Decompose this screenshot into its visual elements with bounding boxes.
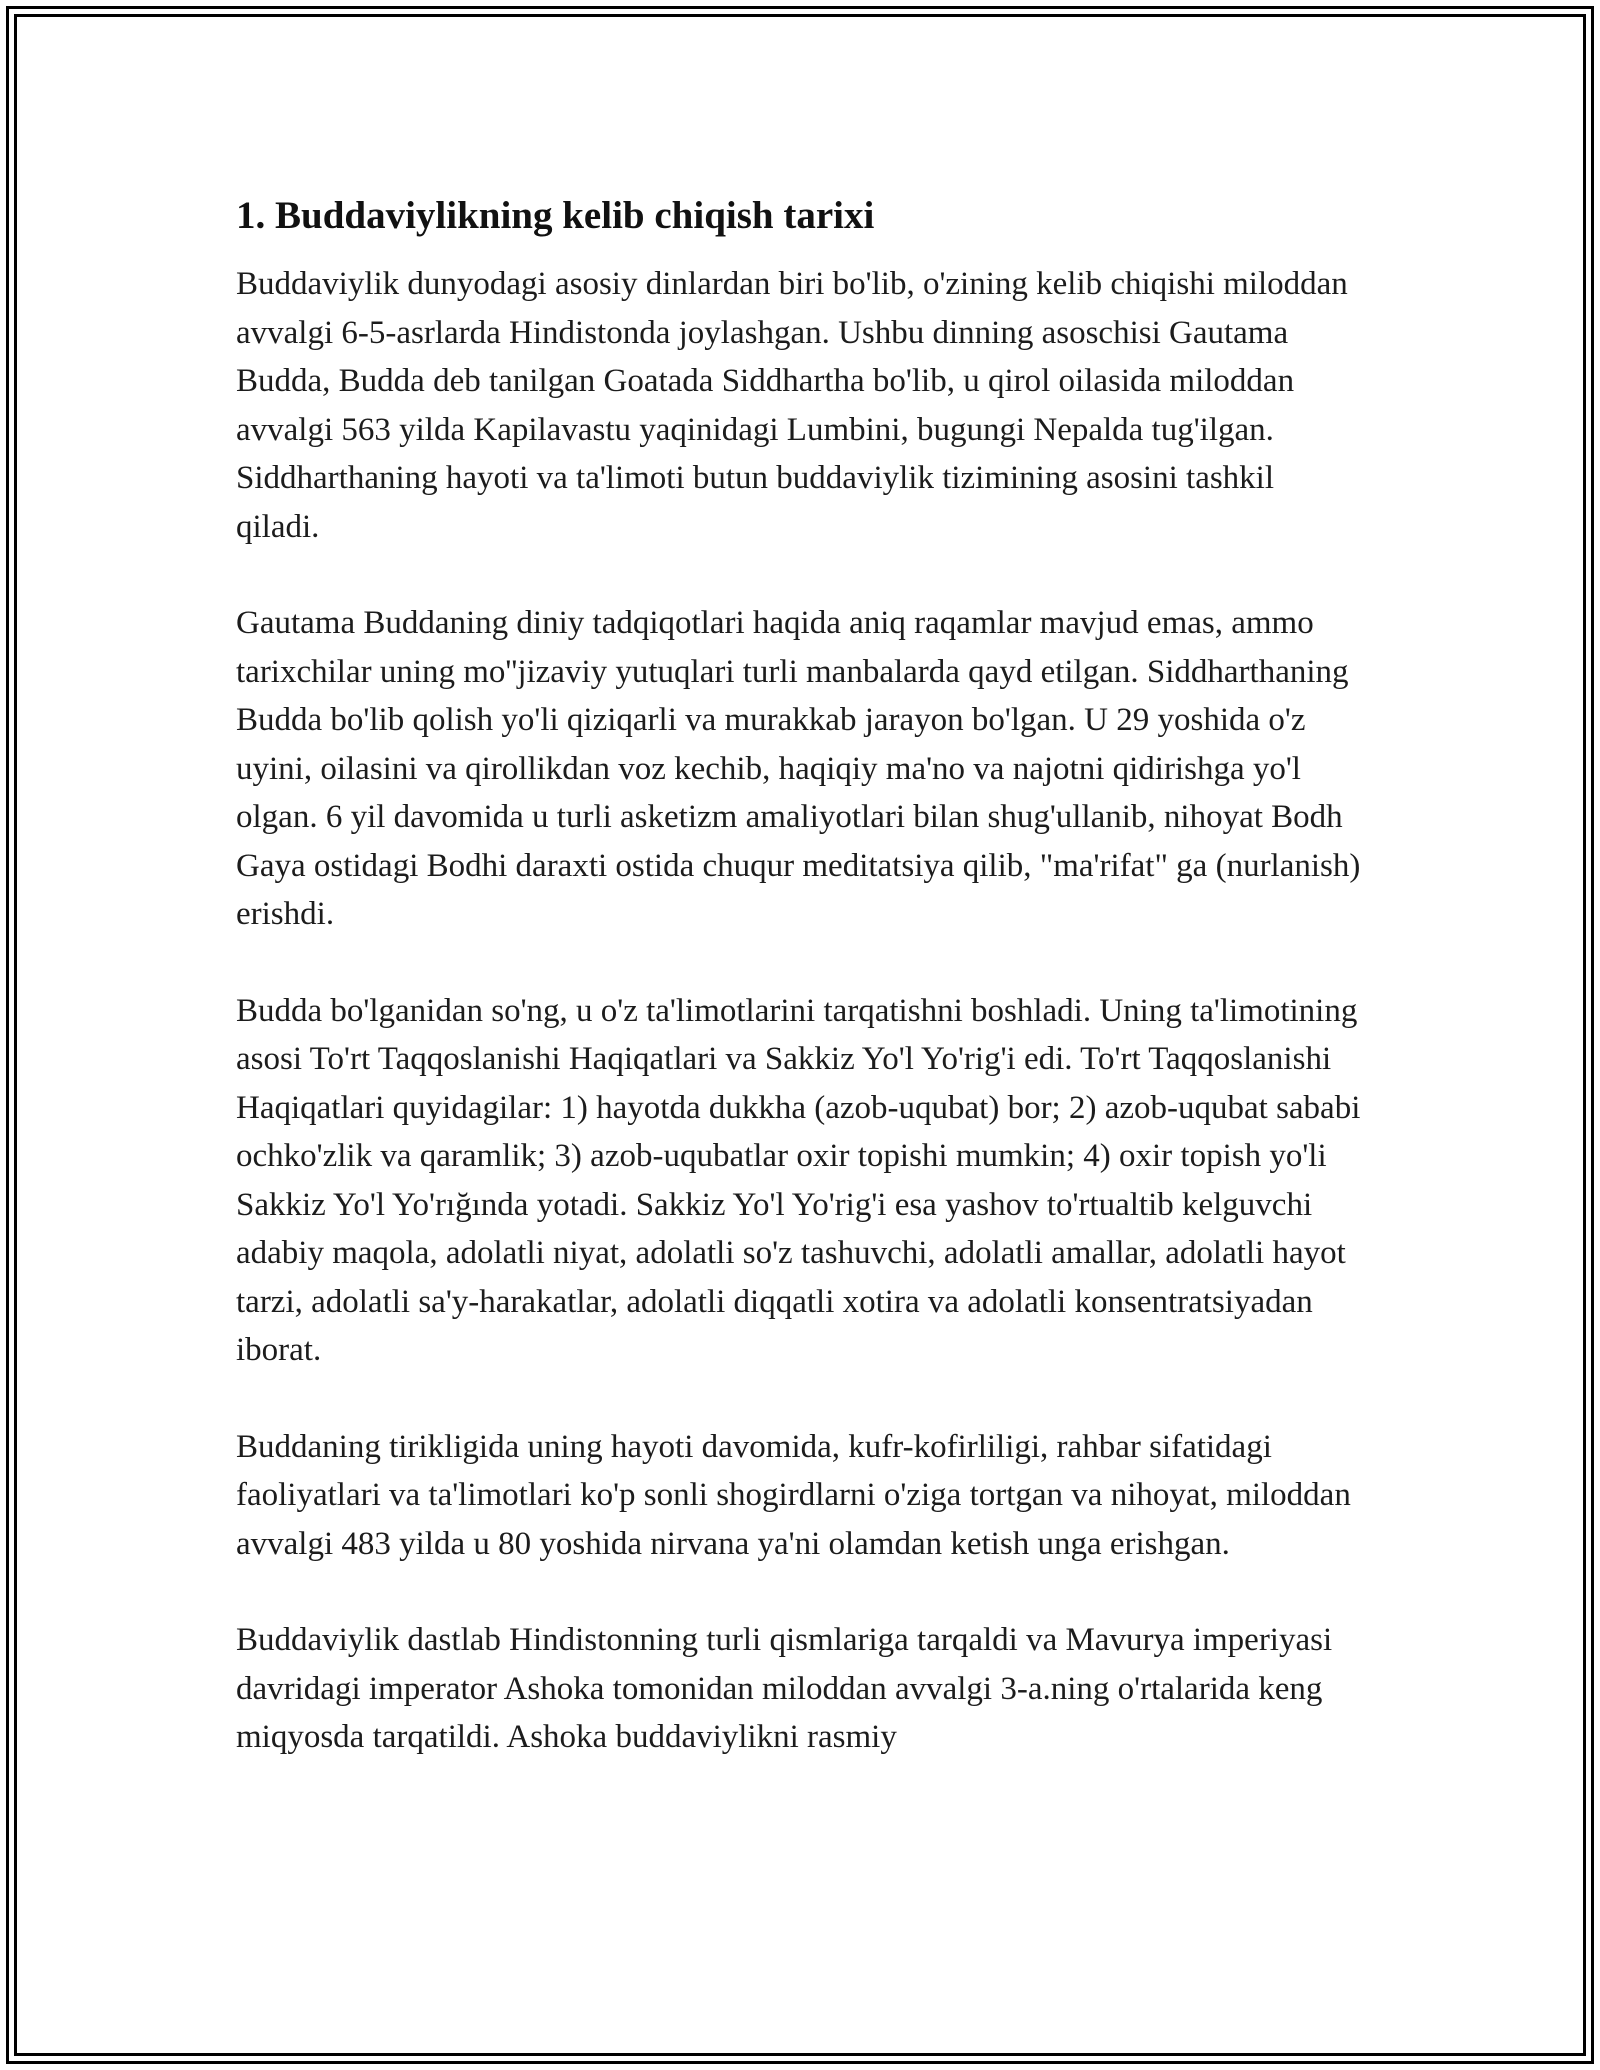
paragraph-spread: Buddaviylik dastlab Hindistonning turli qismlariga tarqaldi va Mavurya imperiyasi davridagi imperator Ashoka tomonidan miloddan avvalgi 3-a.ning o'rtalarida keng miqyosda tarqatildi. Ashoka buddaviylikni rasmiy <box>236 1622 1333 1755</box>
paragraph-enlightenment: Gautama Buddaning diniy tadqiqotlari haqida aniq raqamlar mavjud emas, ammo tarixchilar uning mo''jizaviy yutuqlari turli manbalarda qayd etilgan. Siddharthaning Budda bo'lib qolish yo'li qiziqarli va murakkab jarayon bo'lgan. U 29 yoshida o'z uyini, oilasini va qirollikdan voz kechib, haqiqiy ma'no va najotni qidirishga yo'l olgan. 6 yil davomida u turli asketizm amaliyotlari bilan shug'ullanib, nihoyat Bodh Gaya ostidagi Bodhi daraxti ostida chuqur meditatsiya qilib, "ma'rifat" ga (nurlanish) erishdi. <box>236 605 1361 932</box>
section-heading: 1. Buddaviylikning kelib chiqish tarixi <box>236 194 875 237</box>
document-body <box>236 188 1364 1762</box>
paragraph-origins: Buddaviylik dunyodagi asosiy dinlardan biri bo'lib, o'zining kelib chiqishi miloddan avvalgi 6-5-asrlarda Hindistonda joylashgan. Ushbu dinning asoschisi Gautama Budda, Budda deb tanilgan Goatada Siddhartha bo'lib, u qirol oilasida miloddan avvalgi 563 yilda Kapilavastu yaqinidagi Lumbini, bugungi Nepalda tug'ilgan. Siddharthaning hayoti va ta'limoti butun buddaviylik tizimining asosini tashkil qiladi. <box>236 266 1348 545</box>
paragraph-nirvana: Buddaning tirikligida uning hayoti davomida, kufr-kofirliligi, rahbar sifatidagi faoliyatlari va ta'limotlari ko'p sonli shogirdlarni o'ziga tortgan va nihoyat, miloddan avvalgi 483 yilda u 80 yoshida nirvana ya'ni olamdan ketish unga erishgan. <box>236 1428 1351 1562</box>
paragraph-teachings: Budda bo'lganidan so'ng, u o'z ta'limotlarini tarqatishni boshladi. Uning ta'limotining asosi To'rt Taqqoslanishi Haqiqatlari va Sakkiz Yo'l Yo'rig'i edi. To'rt Taqqoslanishi Haqiqatlari quyidagilar: 1) hayotda dukkha (azob-uqubat) bor; 2) azob-uqubat sababi ochko'zlik va qaramlik; 3) azob-uqubatlar oxir topishi mumkin; 4) oxir topish yo'li Sakkiz Yo'l Yo'rığında yotadi. Sakkiz Yo'l Yo'rig'i esa yashov to'rtualtib kelguvchi adabiy maqola, adolatli niyat, adolatli so'z tashuvchi, adolatli amallar, adolatli hayot tarzi, adolatli sa'y-harakatlar, adolatli diqqatli xotira va adolatli konsentratsiyadan iborat. <box>236 992 1361 1368</box>
